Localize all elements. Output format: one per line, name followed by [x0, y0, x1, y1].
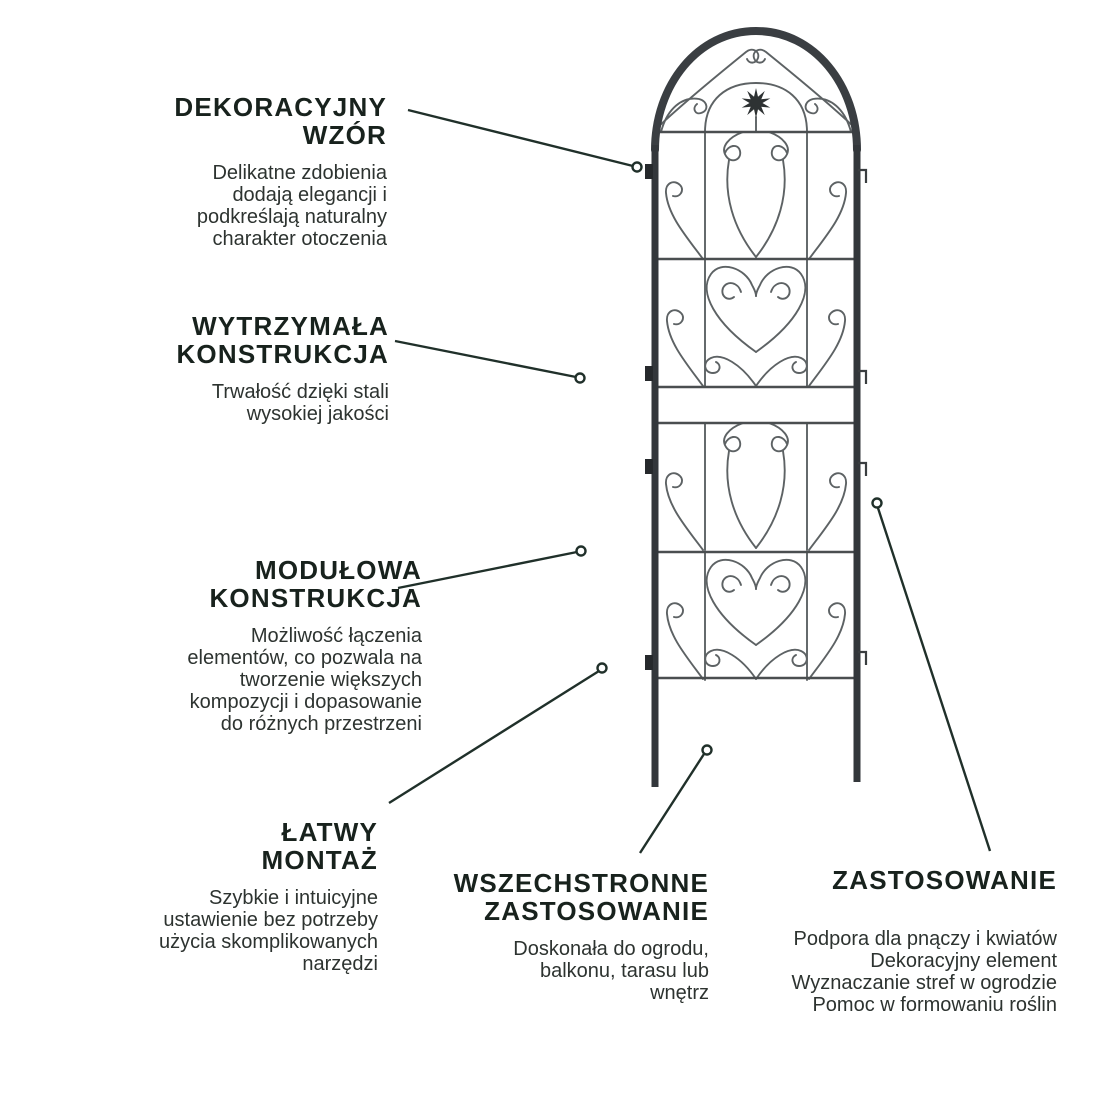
- feature-latwy-montaz: [159, 818, 378, 975]
- feature-title: WYTRZYMAŁA KONSTRUKCJA: [176, 311, 389, 369]
- feature-wytrzymala-konstrukcja: [176, 312, 389, 425]
- feature-zastosowanie: [792, 866, 1058, 1016]
- callout-leaders: [389, 110, 990, 853]
- leader-zastosowanie: [873, 499, 991, 852]
- tulip-ornament-panel: [666, 132, 846, 259]
- star-flower-icon: [742, 88, 771, 118]
- feature-description: Szybkie i intuicyjne ustawienie bez potrzeby użycia skomplikowanych narzędzi: [159, 887, 378, 975]
- leader-wszechstronne-zastosowanie: [640, 746, 712, 854]
- feature-title: MODUŁOWA KONSTRUKCJA: [209, 555, 422, 613]
- leader-dekoracyjny-wzor: [408, 110, 642, 172]
- feature-modulowa-konstrukcja: [187, 556, 422, 735]
- leader-wytrzymala-konstrukcja: [395, 341, 585, 383]
- feature-description: Podpora dla pnączy i kwiatów Dekoracyjny element Wyznaczanie stref w ogrodzie Pomoc w formowaniu roślin: [791, 928, 1057, 1016]
- feature-description: Trwałość dzięki stali wysokiej jakości: [211, 381, 389, 425]
- trellis: [645, 31, 866, 787]
- heart-ornament-panel: [667, 552, 845, 680]
- feature-wszechstronne-zastosowanie: [454, 869, 709, 1004]
- crossbars: [655, 132, 857, 678]
- heart-ornament-panel: [667, 259, 845, 387]
- feature-dekoracyjny-wzor: [174, 93, 387, 250]
- feature-description: Delikatne zdobienia dodają elegancji i podkreślają naturalny charakter otoczenia: [196, 162, 387, 250]
- feature-title: ZASTOSOWANIE: [832, 865, 1057, 895]
- feature-description: Możliwość łączenia elementów, co pozwala na tworzenie większych kompozycji i dopasowanie do różnych przestrzeni: [187, 625, 422, 735]
- feature-title: DEKORACYJNY WZÓR: [174, 92, 387, 150]
- tulip-ornament-panel: [666, 423, 846, 550]
- feature-description: Doskonała do ogrodu, balkonu, tarasu lub wnętrz: [513, 938, 709, 1004]
- feature-title: ŁATWY MONTAŻ: [261, 817, 378, 875]
- feature-title: WSZECHSTRONNE ZASTOSOWANIE: [453, 868, 709, 926]
- leader-modulowa-konstrukcja: [398, 547, 586, 589]
